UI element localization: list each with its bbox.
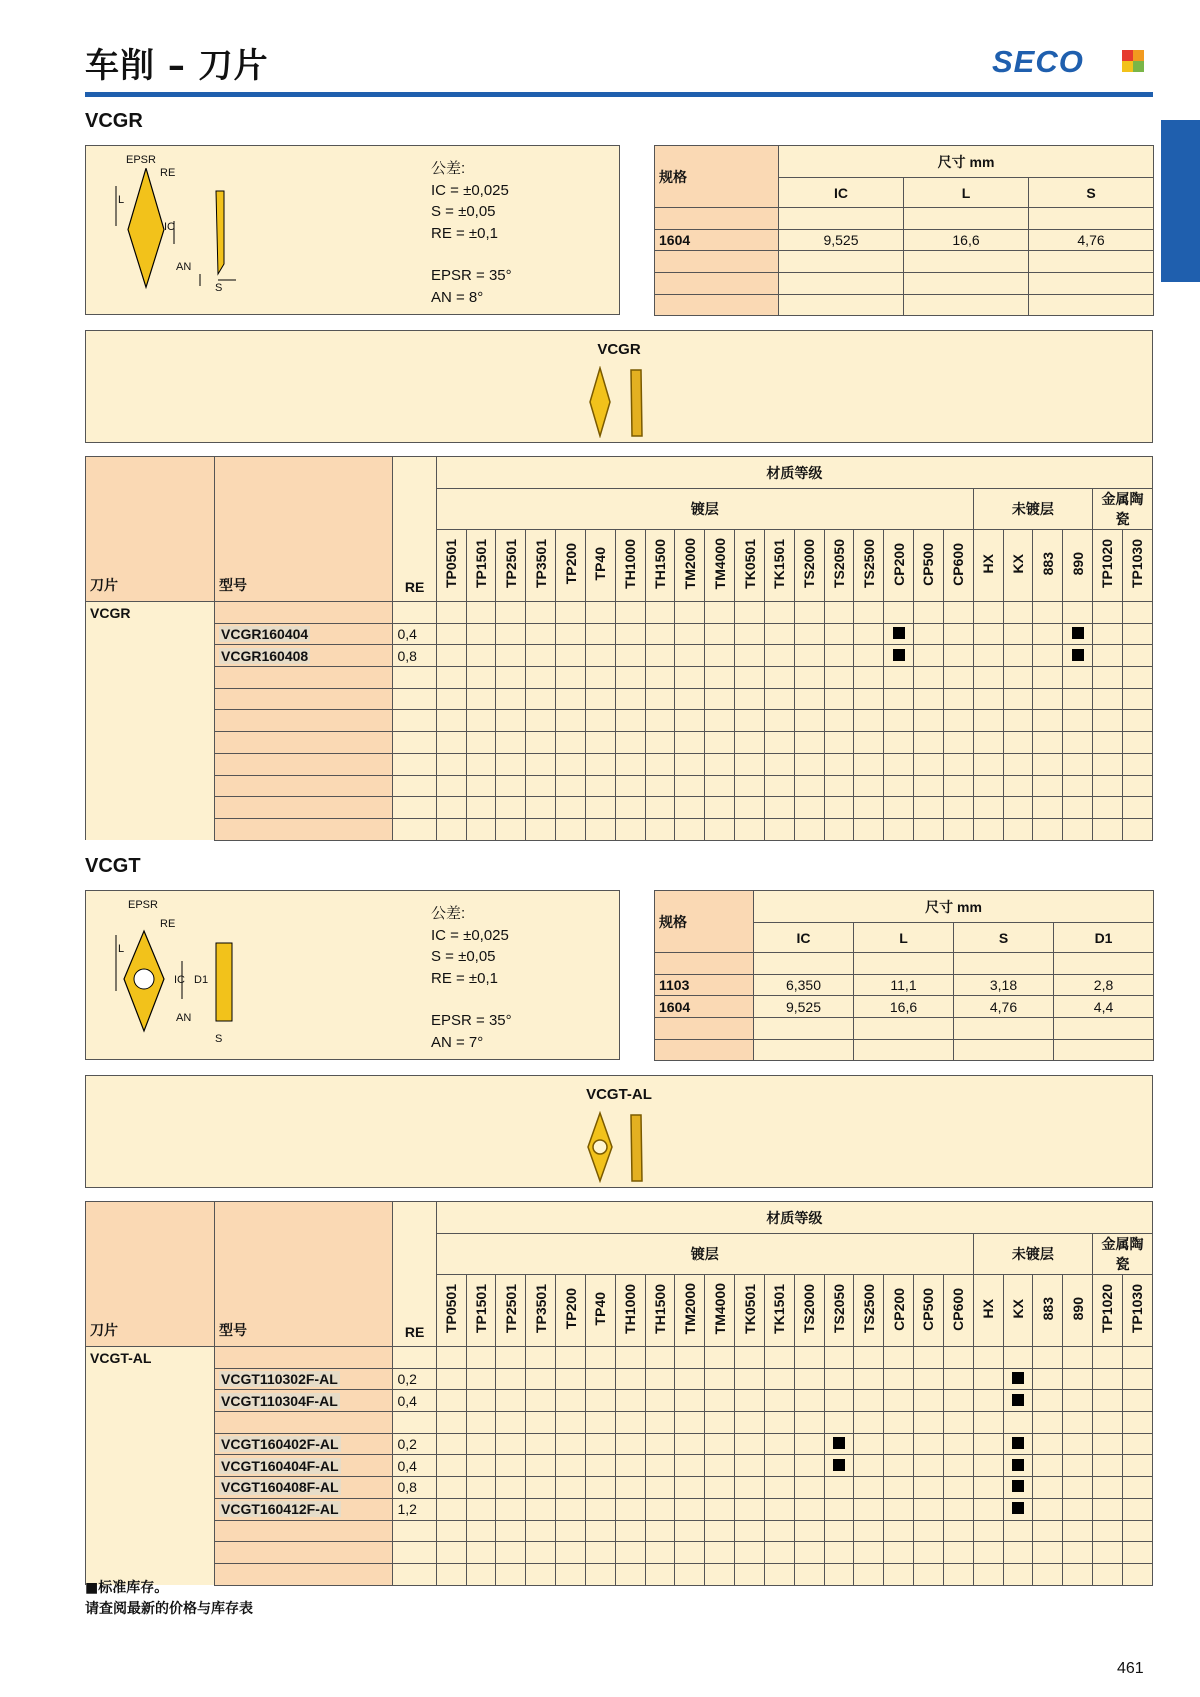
grade-column-TP1501: TP1501 [466, 530, 496, 602]
re-label: RE [393, 1275, 436, 1347]
label-re: RE [160, 167, 176, 179]
grade-column-TH1000: TH1000 [615, 1275, 645, 1347]
cermet-header: 金属陶瓷 [1093, 489, 1153, 530]
cermet-header: 金属陶瓷 [1093, 1234, 1153, 1275]
re-value [393, 1520, 436, 1542]
re-value [393, 797, 436, 819]
vcgr-grade-table [85, 456, 1153, 841]
grade-column-TP200: TP200 [556, 530, 586, 602]
grade-row [86, 1433, 1153, 1455]
re-value [393, 818, 436, 840]
re-value [393, 732, 436, 754]
material-grade-header: 材质等级 [436, 457, 1152, 489]
re-value: 0,4 [393, 1455, 436, 1477]
section-title-vcgr: VCGR [85, 110, 143, 132]
model-code: VCGT110302F-AL [215, 1368, 393, 1390]
grade-column-TH1500: TH1500 [645, 530, 675, 602]
grade-row [86, 623, 1153, 645]
footnote-price-note: 请查阅最新的价格与库存表 [85, 1601, 253, 1617]
stock-mark-icon [1072, 649, 1084, 661]
vcgr-tolerance-text: 公差: IC = ±0,025 S = ±0,05 RE = ±0,1 EPSR = 35° AN = 8° [431, 160, 512, 306]
grade-row [86, 710, 1153, 732]
grade-row [86, 1542, 1153, 1564]
coated-header: 镀层 [436, 1234, 973, 1275]
re-value [393, 1542, 436, 1564]
grade-column-TM4000: TM4000 [705, 530, 735, 602]
re-value [393, 710, 436, 732]
model-code: VCGT160408F-AL [215, 1477, 393, 1499]
grade-column-TP0501: TP0501 [436, 530, 466, 602]
label-re: RE [160, 918, 176, 930]
label-ic: IC [174, 974, 185, 986]
grade-column-TS2050: TS2050 [824, 1275, 854, 1347]
grade-column-TP1030: TP1030 [1122, 530, 1152, 602]
grade-column-TS2500: TS2500 [854, 530, 884, 602]
grade-column-HX: HX [973, 1275, 1003, 1347]
grade-column-CP200: CP200 [884, 1275, 914, 1347]
stock-mark-icon [1012, 1502, 1024, 1514]
model-code [215, 1412, 393, 1434]
label-epsr: EPSR [126, 154, 156, 166]
grade-column-TP200: TP200 [556, 1275, 586, 1347]
grade-column-CP200: CP200 [884, 530, 914, 602]
uncoated-header: 未镀层 [973, 489, 1092, 530]
re-value: 0,2 [393, 1368, 436, 1390]
grade-column-TK1501: TK1501 [764, 530, 794, 602]
label-l: L [118, 194, 125, 206]
vcgr-insert-photo-icon [576, 366, 666, 438]
model-code [215, 688, 393, 710]
grade-column-TP3501: TP3501 [526, 530, 556, 602]
model-code [215, 1520, 393, 1542]
grade-row [86, 1563, 1153, 1585]
vcgr-image-panel [85, 330, 1153, 443]
stock-mark-icon [1012, 1480, 1024, 1492]
re-value [393, 1412, 436, 1434]
grade-row [86, 1390, 1153, 1412]
grade-column-HX: HX [973, 530, 1003, 602]
re-value: 1,2 [393, 1498, 436, 1520]
grade-row [86, 1477, 1153, 1499]
grade-column-CP500: CP500 [914, 530, 944, 602]
re-value [393, 1563, 436, 1585]
model-code: VCGT160402F-AL [215, 1433, 393, 1455]
vcgt-insert-photo-icon [576, 1111, 666, 1183]
model-code [215, 818, 393, 840]
grade-row [86, 797, 1153, 819]
model-code [215, 753, 393, 775]
re-value [393, 775, 436, 797]
grade-column-TS2500: TS2500 [854, 1275, 884, 1347]
chapter-tab [1161, 120, 1200, 282]
grade-column-TP3501: TP3501 [526, 1275, 556, 1347]
model-code: VCGT160404F-AL [215, 1455, 393, 1477]
model-code [215, 797, 393, 819]
re-value: 0,2 [393, 1433, 436, 1455]
stock-mark-icon [893, 649, 905, 661]
vcgt-grade-table [85, 1201, 1153, 1586]
grade-row [86, 1520, 1153, 1542]
stock-mark-icon [893, 627, 905, 639]
grade-column-TP40: TP40 [585, 1275, 615, 1347]
grade-column-TP1030: TP1030 [1122, 1275, 1152, 1347]
grade-column-CP600: CP600 [943, 530, 973, 602]
grade-column-TS2000: TS2000 [794, 1275, 824, 1347]
label-epsr: EPSR [128, 899, 158, 911]
label-d1: D1 [194, 974, 209, 986]
family-label: VCGT-AL [86, 1347, 215, 1369]
material-grade-header: 材质等级 [436, 1202, 1152, 1234]
model-code [215, 1542, 393, 1564]
grade-column-TS2050: TS2050 [824, 530, 854, 602]
grade-column-TH1000: TH1000 [615, 530, 645, 602]
stock-mark-icon [833, 1459, 845, 1471]
label-s: S [215, 1033, 223, 1045]
stock-mark-icon [1012, 1437, 1024, 1449]
grade-column-TM2000: TM2000 [675, 1275, 705, 1347]
page-number: 461 [1117, 1660, 1144, 1677]
grade-column-TK1501: TK1501 [764, 1275, 794, 1347]
model-code: VCGT110304F-AL [215, 1390, 393, 1412]
grade-column-TP40: TP40 [585, 530, 615, 602]
vcgt-image-caption: VCGT-AL [586, 1086, 652, 1103]
grade-column-CP600: CP600 [943, 1275, 973, 1347]
re-label: RE [393, 530, 436, 602]
re-value: 0,4 [393, 623, 436, 645]
grade-column-TK0501: TK0501 [735, 1275, 765, 1347]
grade-column-TP1020: TP1020 [1093, 530, 1123, 602]
grade-row [86, 1412, 1153, 1434]
grade-column-TP0501: TP0501 [436, 1275, 466, 1347]
grade-column-TK0501: TK0501 [735, 530, 765, 602]
label-l: L [118, 943, 125, 955]
stock-mark-icon [1012, 1459, 1024, 1471]
grade-row [86, 667, 1153, 689]
model-code [215, 1563, 393, 1585]
label-an: AN [176, 1012, 192, 1024]
insert-label: 刀片 [86, 1275, 215, 1347]
family-label: VCGR [86, 602, 215, 624]
grade-row [86, 1368, 1153, 1390]
section-title-vcgt: VCGT [85, 855, 141, 877]
model-code [215, 732, 393, 754]
grade-row [86, 753, 1153, 775]
grade-column-TH1500: TH1500 [645, 1275, 675, 1347]
re-value [393, 688, 436, 710]
vcgt-tolerance-text: 公差: IC = ±0,025 S = ±0,05 RE = ±0,1 EPSR = 35° AN = 7° [431, 905, 512, 1051]
grade-row [86, 1455, 1153, 1477]
insert-label: 刀片 [86, 530, 215, 602]
grade-column-890: 890 [1063, 530, 1093, 602]
re-value: 0,8 [393, 1477, 436, 1499]
grade-column-TP1020: TP1020 [1093, 1275, 1123, 1347]
model-code [215, 775, 393, 797]
seco-logo: SECO [992, 44, 1084, 79]
model-label: 型号 [215, 530, 393, 602]
grade-column-890: 890 [1063, 1275, 1093, 1347]
label-s: S [215, 282, 223, 294]
footnote-stock: ■标准库存。 [85, 1580, 169, 1596]
grade-row [86, 775, 1153, 797]
grade-column-KX: KX [1003, 1275, 1033, 1347]
header-rule [85, 92, 1153, 97]
model-label: 型号 [215, 1275, 393, 1347]
grade-column-883: 883 [1033, 530, 1063, 602]
model-code: VCGR160408 [215, 645, 393, 667]
grade-column-KX: KX [1003, 530, 1033, 602]
label-ic: IC [164, 221, 175, 233]
model-code: VCGR160404 [215, 623, 393, 645]
coated-header: 镀层 [436, 489, 973, 530]
stock-mark-icon [1012, 1394, 1024, 1406]
re-value: 0,4 [393, 1390, 436, 1412]
vcgt-drawing-panel [85, 890, 620, 1060]
grade-column-TP1501: TP1501 [466, 1275, 496, 1347]
label-an: AN [176, 261, 192, 273]
uncoated-header: 未镀层 [973, 1234, 1092, 1275]
grade-row [86, 645, 1153, 667]
model-code [215, 667, 393, 689]
vcgr-image-caption: VCGR [597, 341, 641, 358]
re-value [393, 667, 436, 689]
re-value: 0,8 [393, 645, 436, 667]
grade-column-883: 883 [1033, 1275, 1063, 1347]
grade-column-TM4000: TM4000 [705, 1275, 735, 1347]
grade-row [86, 818, 1153, 840]
grade-column-TP2501: TP2501 [496, 530, 526, 602]
seco-logo-mark-icon [1122, 50, 1144, 72]
re-value [393, 753, 436, 775]
page-title: 车削 – 刀片 [85, 46, 269, 86]
grade-row [86, 688, 1153, 710]
vcgt-image-panel [85, 1075, 1153, 1188]
vcgr-drawing-panel [85, 145, 620, 315]
grade-column-TM2000: TM2000 [675, 530, 705, 602]
grade-column-TP2501: TP2501 [496, 1275, 526, 1347]
model-code: VCGT160412F-AL [215, 1498, 393, 1520]
stock-mark-icon [1072, 627, 1084, 639]
vcgt-dimensions-table: 规格 尺寸 mm IC L S D1 1103 6,350 11,1 3,18 2,8 1604 9,525 16,6 4,76 4,4 [654, 890, 1154, 1061]
stock-mark-icon [1012, 1372, 1024, 1384]
grade-column-TS2000: TS2000 [794, 530, 824, 602]
grade-row [86, 732, 1153, 754]
model-code [215, 710, 393, 732]
stock-mark-icon [833, 1437, 845, 1449]
vcgr-dimensions-table: 规格 尺寸 mm IC L S 1604 9,525 16,6 4,76 [654, 145, 1154, 316]
grade-row [86, 1498, 1153, 1520]
grade-column-CP500: CP500 [914, 1275, 944, 1347]
